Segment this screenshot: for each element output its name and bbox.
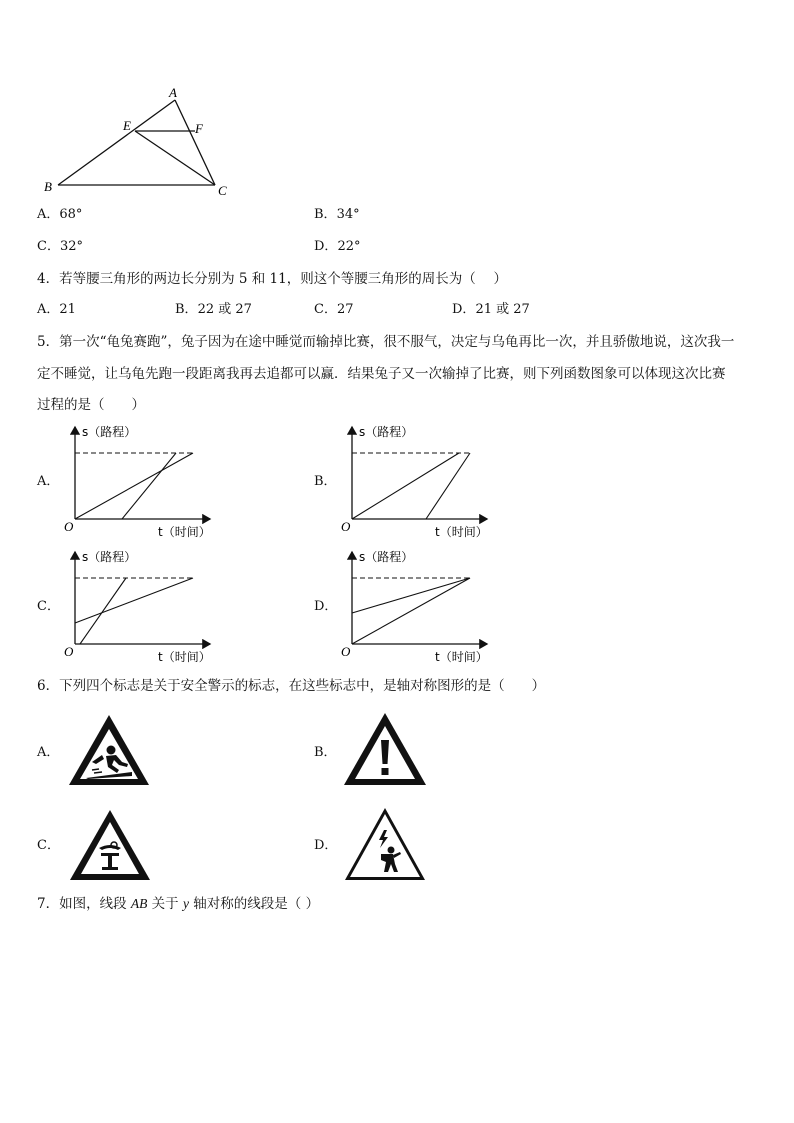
q4-option-b: B．22 或 27 xyxy=(175,302,252,317)
q5-option-a-letter: A． xyxy=(37,474,60,489)
x-axis-label: t（时间） xyxy=(435,650,488,664)
q5-stem-line-1: 5．第一次“龟兔赛跑”，兔子因为在途中睡觉而输掉比赛，很不服气，决定与乌龟再比一次，并且骄傲地说，这次我一 xyxy=(37,334,735,350)
q4-option-d: D．21 或 27 xyxy=(452,302,530,317)
q3-option-c: C．32° xyxy=(37,239,83,254)
electric-shock-warning-icon xyxy=(343,806,427,882)
y-axis-label: s（路程） xyxy=(359,550,414,564)
q3-option-d: D．22° xyxy=(314,239,361,254)
q4-option-a: A．21 xyxy=(37,302,76,317)
slippery-surface-warning-icon xyxy=(66,712,152,788)
q5-option-b-letter: B． xyxy=(314,474,337,489)
q6-option-a-letter: A． xyxy=(37,745,60,760)
q4-stem: 4．若等腰三角形的两边长分别为 5 和 11，则这个等腰三角形的周长为（ ） xyxy=(37,271,508,287)
vertex-label-c: C xyxy=(218,183,227,198)
q7-stem: 7．如图，线段 AB 关于 y 轴对称的线段是（ ） xyxy=(37,896,320,912)
q5-graph-c xyxy=(60,547,220,672)
y-axis-label: s（路程） xyxy=(359,425,414,439)
y-axis-label: s（路程） xyxy=(82,550,137,564)
origin-label: O xyxy=(64,644,74,659)
x-axis-label: t（时间） xyxy=(435,525,488,539)
origin-label: O xyxy=(64,519,74,534)
q5-option-d-letter: D． xyxy=(314,599,338,614)
q5-graph-d xyxy=(337,547,497,672)
vertex-label-e: E xyxy=(123,118,131,133)
q5-stem-line-2: 定不睡觉，让乌龟先跑一段距离我再去追都可以赢．结果兔子又一次输掉了比赛，则下列函数图象可以体现这次比赛 xyxy=(37,366,726,382)
exclamation-warning-icon xyxy=(342,711,428,787)
q5-graph-a xyxy=(60,422,220,547)
origin-label: O xyxy=(341,519,351,534)
q3-option-b: B．34° xyxy=(314,207,360,222)
q6-option-b-letter: B． xyxy=(314,745,337,760)
vertex-label-b: B xyxy=(44,179,52,194)
origin-label: O xyxy=(341,644,351,659)
q6-stem: 6．下列四个标志是关于安全警示的标志，在这些标志中，是轴对称图形的是（ ） xyxy=(37,678,546,694)
x-axis-label: t（时间） xyxy=(158,650,211,664)
q4-option-c: C．27 xyxy=(314,302,354,317)
vertex-label-f: F xyxy=(195,121,203,136)
q5-option-c-letter: C． xyxy=(37,599,60,614)
q5-graph-b xyxy=(337,422,497,547)
machinery-warning-icon xyxy=(68,808,152,882)
x-axis-label: t（时间） xyxy=(158,525,211,539)
vertex-label-a: A xyxy=(169,85,177,100)
q6-option-c-letter: C． xyxy=(37,838,60,853)
q6-option-d-letter: D． xyxy=(314,838,338,853)
y-axis-label: s（路程） xyxy=(82,425,137,439)
q5-stem-line-3: 过程的是（ ） xyxy=(37,397,145,413)
triangle-figure xyxy=(0,0,794,200)
q3-option-a: A．68° xyxy=(37,207,83,222)
